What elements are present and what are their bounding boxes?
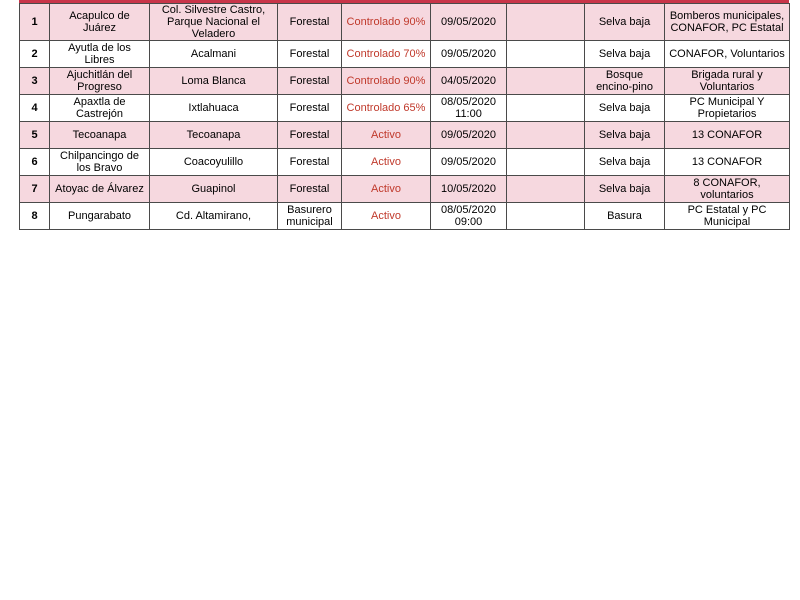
fecha-cell: 08/05/2020 11:00 xyxy=(431,95,507,122)
municipio-cell: Pungarabato xyxy=(50,203,150,230)
row-number: 7 xyxy=(20,176,50,203)
tipo-cell: Forestal xyxy=(278,4,342,41)
lugar-cell: Cd. Altamirano, xyxy=(150,203,278,230)
table-row xyxy=(20,122,790,149)
row-number: 5 xyxy=(20,122,50,149)
table-row xyxy=(20,203,790,230)
row-number: 1 xyxy=(20,4,50,41)
table-row xyxy=(20,41,790,68)
tipo-cell: Basurero municipal xyxy=(278,203,342,230)
vegetacion-cell: Basura xyxy=(585,203,665,230)
vegetacion-cell: Selva baja xyxy=(585,41,665,68)
wildfire-report-table xyxy=(19,3,790,230)
municipio-cell: Ayutla de los Libres xyxy=(50,41,150,68)
municipio-cell: Atoyac de Álvarez xyxy=(50,176,150,203)
estatus-cell: Activo xyxy=(342,122,431,149)
row-number: 2 xyxy=(20,41,50,68)
extra-cell xyxy=(507,203,585,230)
estatus-cell: Controlado 65% xyxy=(342,95,431,122)
fecha-cell: 09/05/2020 xyxy=(431,4,507,41)
row-number: 8 xyxy=(20,203,50,230)
estatus-cell: Activo xyxy=(342,149,431,176)
table-row xyxy=(20,95,790,122)
estatus-cell: Activo xyxy=(342,176,431,203)
tipo-cell: Forestal xyxy=(278,68,342,95)
fecha-cell: 04/05/2020 xyxy=(431,68,507,95)
tipo-cell: Forestal xyxy=(278,149,342,176)
atiende-cell: 13 CONAFOR xyxy=(665,149,790,176)
vegetacion-cell: Bosque encino-pino xyxy=(585,68,665,95)
row-number: 4 xyxy=(20,95,50,122)
municipio-cell: Ajuchitlán del Progreso xyxy=(50,68,150,95)
tipo-cell: Forestal xyxy=(278,95,342,122)
municipio-cell: Acapulco de Juárez xyxy=(50,4,150,41)
vegetacion-cell: Selva baja xyxy=(585,122,665,149)
fecha-cell: 10/05/2020 xyxy=(431,176,507,203)
atiende-cell: 8 CONAFOR, voluntarios xyxy=(665,176,790,203)
table-row xyxy=(20,176,790,203)
lugar-cell: Tecoanapa xyxy=(150,122,278,149)
municipio-cell: Tecoanapa xyxy=(50,122,150,149)
lugar-cell: Coacoyulillo xyxy=(150,149,278,176)
municipio-cell: Chilpancingo de los Bravo xyxy=(50,149,150,176)
estatus-cell: Activo xyxy=(342,203,431,230)
extra-cell xyxy=(507,68,585,95)
fecha-cell: 09/05/2020 xyxy=(431,122,507,149)
estatus-cell: Controlado 90% xyxy=(342,4,431,41)
table-row xyxy=(20,149,790,176)
atiende-cell: PC Estatal y PC Municipal xyxy=(665,203,790,230)
tipo-cell: Forestal xyxy=(278,41,342,68)
extra-cell xyxy=(507,4,585,41)
atiende-cell: Bomberos municipales, CONAFOR, PC Estatal xyxy=(665,4,790,41)
estatus-cell: Controlado 70% xyxy=(342,41,431,68)
tipo-cell: Forestal xyxy=(278,122,342,149)
extra-cell xyxy=(507,176,585,203)
table-body xyxy=(20,4,790,230)
vegetacion-cell: Selva baja xyxy=(585,176,665,203)
row-number: 3 xyxy=(20,68,50,95)
fecha-cell: 09/05/2020 xyxy=(431,149,507,176)
extra-cell xyxy=(507,122,585,149)
tipo-cell: Forestal xyxy=(278,176,342,203)
estatus-cell: Controlado 90% xyxy=(342,68,431,95)
atiende-cell: PC Municipal Y Propietarios xyxy=(665,95,790,122)
extra-cell xyxy=(507,95,585,122)
table-row xyxy=(20,4,790,41)
lugar-cell: Acalmani xyxy=(150,41,278,68)
lugar-cell: Guapinol xyxy=(150,176,278,203)
atiende-cell: CONAFOR, Voluntarios xyxy=(665,41,790,68)
table-row xyxy=(20,68,790,95)
fecha-cell: 08/05/2020 09:00 xyxy=(431,203,507,230)
lugar-cell: Loma Blanca xyxy=(150,68,278,95)
vegetacion-cell: Selva baja xyxy=(585,149,665,176)
lugar-cell: Ixtlahuaca xyxy=(150,95,278,122)
row-number: 6 xyxy=(20,149,50,176)
atiende-cell: Brigada rural y Voluntarios xyxy=(665,68,790,95)
extra-cell xyxy=(507,149,585,176)
atiende-cell: 13 CONAFOR xyxy=(665,122,790,149)
municipio-cell: Apaxtla de Castrejón xyxy=(50,95,150,122)
vegetacion-cell: Selva baja xyxy=(585,4,665,41)
lugar-cell: Col. Silvestre Castro, Parque Nacional el Veladero xyxy=(150,4,278,41)
fecha-cell: 09/05/2020 xyxy=(431,41,507,68)
extra-cell xyxy=(507,41,585,68)
vegetacion-cell: Selva baja xyxy=(585,95,665,122)
